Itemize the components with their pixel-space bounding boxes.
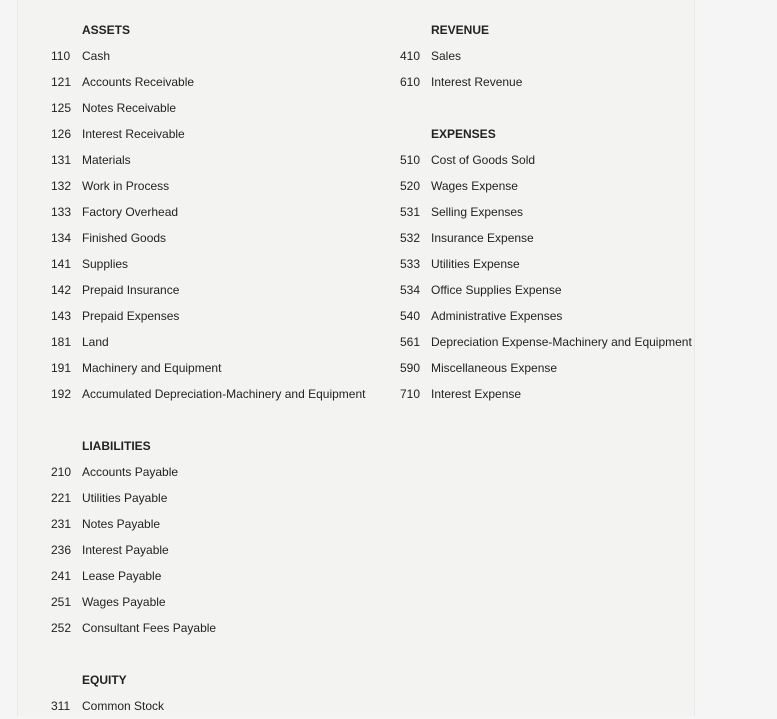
account-name: Cash: [82, 49, 111, 63]
account-number: 143: [51, 309, 72, 323]
account-name: Lease Payable: [82, 569, 162, 583]
right-column: [400, 17, 692, 407]
account-name: Depreciation Expense-Machinery and Equipment: [431, 335, 692, 349]
account-number: 533: [400, 257, 421, 271]
left-column: [51, 17, 365, 719]
account-row: [51, 95, 365, 121]
account-name: Wages Expense: [431, 179, 518, 193]
account-row: [400, 43, 692, 69]
account-name: Prepaid Expenses: [82, 309, 180, 323]
section-expenses: [400, 121, 692, 407]
account-name: Finished Goods: [82, 231, 167, 245]
account-row: [51, 381, 365, 407]
account-number: 133: [51, 205, 72, 219]
account-name: Sales: [431, 49, 462, 63]
account-number: 410: [400, 49, 421, 63]
account-number: 231: [51, 517, 72, 531]
account-name: Land: [82, 335, 109, 349]
account-name: Office Supplies Expense: [431, 283, 562, 297]
account-number: 134: [51, 231, 72, 245]
account-row: [51, 485, 365, 511]
account-name: Utilities Expense: [431, 257, 520, 271]
account-number: 590: [400, 361, 421, 375]
account-number: 710: [400, 387, 421, 401]
account-name: Interest Payable: [82, 543, 169, 557]
account-number: 131: [51, 153, 72, 167]
account-number: 241: [51, 569, 72, 583]
account-row: [400, 199, 692, 225]
account-row: [51, 121, 365, 147]
account-name: Notes Receivable: [82, 101, 177, 115]
account-number: 126: [51, 127, 72, 141]
account-name: Common Stock: [82, 699, 165, 713]
account-row: [400, 69, 692, 95]
account-row: [400, 147, 692, 173]
account-name: Insurance Expense: [431, 231, 534, 245]
account-row: [51, 277, 365, 303]
account-number: 236: [51, 543, 72, 557]
account-row: [400, 355, 692, 381]
section-heading: ASSETS: [82, 23, 131, 37]
section-equity: [51, 667, 365, 719]
account-number: 520: [400, 179, 421, 193]
chart-of-accounts-panel: [17, 0, 695, 716]
account-name: Notes Payable: [82, 517, 161, 531]
section-heading: LIABILITIES: [82, 439, 151, 453]
account-number: 121: [51, 75, 72, 89]
account-name: Interest Expense: [431, 387, 522, 401]
account-number: 132: [51, 179, 72, 193]
account-name: Interest Revenue: [431, 75, 523, 89]
account-number: 534: [400, 283, 421, 297]
section-liabilities: [51, 433, 365, 641]
account-number: 110: [51, 49, 71, 63]
account-name: Accumulated Depreciation-Machinery and Equipment: [82, 387, 366, 401]
account-name: Utilities Payable: [82, 491, 168, 505]
account-row: [400, 251, 692, 277]
account-row: [400, 225, 692, 251]
account-name: Materials: [82, 153, 131, 167]
account-number: 531: [400, 205, 421, 219]
account-row: [400, 381, 692, 407]
account-row: [400, 277, 692, 303]
account-row: [51, 303, 365, 329]
account-number: 510: [400, 153, 421, 167]
account-number: 251: [51, 595, 72, 609]
account-name: Supplies: [82, 257, 129, 271]
account-row: [51, 329, 365, 355]
account-number: 141: [51, 257, 72, 271]
account-row: [51, 225, 365, 251]
account-number: 192: [51, 387, 72, 401]
account-number: 252: [51, 621, 72, 635]
section-heading: EQUITY: [82, 673, 127, 687]
section-revenue: [400, 17, 692, 95]
account-name: Prepaid Insurance: [82, 283, 180, 297]
account-number: 540: [400, 309, 421, 323]
account-row: [51, 251, 365, 277]
account-number: 181: [51, 335, 72, 349]
account-name: Machinery and Equipment: [82, 361, 222, 375]
account-row: [51, 693, 365, 719]
account-row: [400, 329, 692, 355]
account-number: 532: [400, 231, 421, 245]
account-row: [51, 615, 365, 641]
account-number: 125: [51, 101, 72, 115]
account-number: 610: [400, 75, 421, 89]
account-row: [51, 43, 365, 69]
account-number: 142: [51, 283, 72, 297]
account-row: [51, 199, 365, 225]
section-assets: [51, 17, 365, 407]
account-name: Work in Process: [82, 179, 170, 193]
account-row: [51, 355, 365, 381]
account-name: Accounts Receivable: [82, 75, 195, 89]
account-number: 561: [400, 335, 421, 349]
account-name: Factory Overhead: [82, 205, 179, 219]
section-heading: REVENUE: [431, 23, 490, 37]
account-row: [51, 589, 365, 615]
account-row: [51, 69, 365, 95]
account-name: Consultant Fees Payable: [82, 621, 217, 635]
account-row: [51, 147, 365, 173]
section-heading: EXPENSES: [431, 127, 496, 141]
account-name: Interest Receivable: [82, 127, 185, 141]
account-name: Cost of Goods Sold: [431, 153, 536, 167]
account-name: Wages Payable: [82, 595, 166, 609]
account-row: [400, 303, 692, 329]
account-number: 191: [51, 361, 72, 375]
account-row: [51, 459, 365, 485]
account-number: 210: [51, 465, 72, 479]
account-name: Administrative Expenses: [431, 309, 563, 323]
account-name: Selling Expenses: [431, 205, 524, 219]
account-row: [51, 537, 365, 563]
account-name: Miscellaneous Expense: [431, 361, 558, 375]
account-row: [51, 563, 365, 589]
account-row: [400, 173, 692, 199]
account-number: 221: [51, 491, 72, 505]
account-row: [51, 173, 365, 199]
account-row: [51, 511, 365, 537]
account-name: Accounts Payable: [82, 465, 179, 479]
account-number: 311: [51, 699, 71, 713]
